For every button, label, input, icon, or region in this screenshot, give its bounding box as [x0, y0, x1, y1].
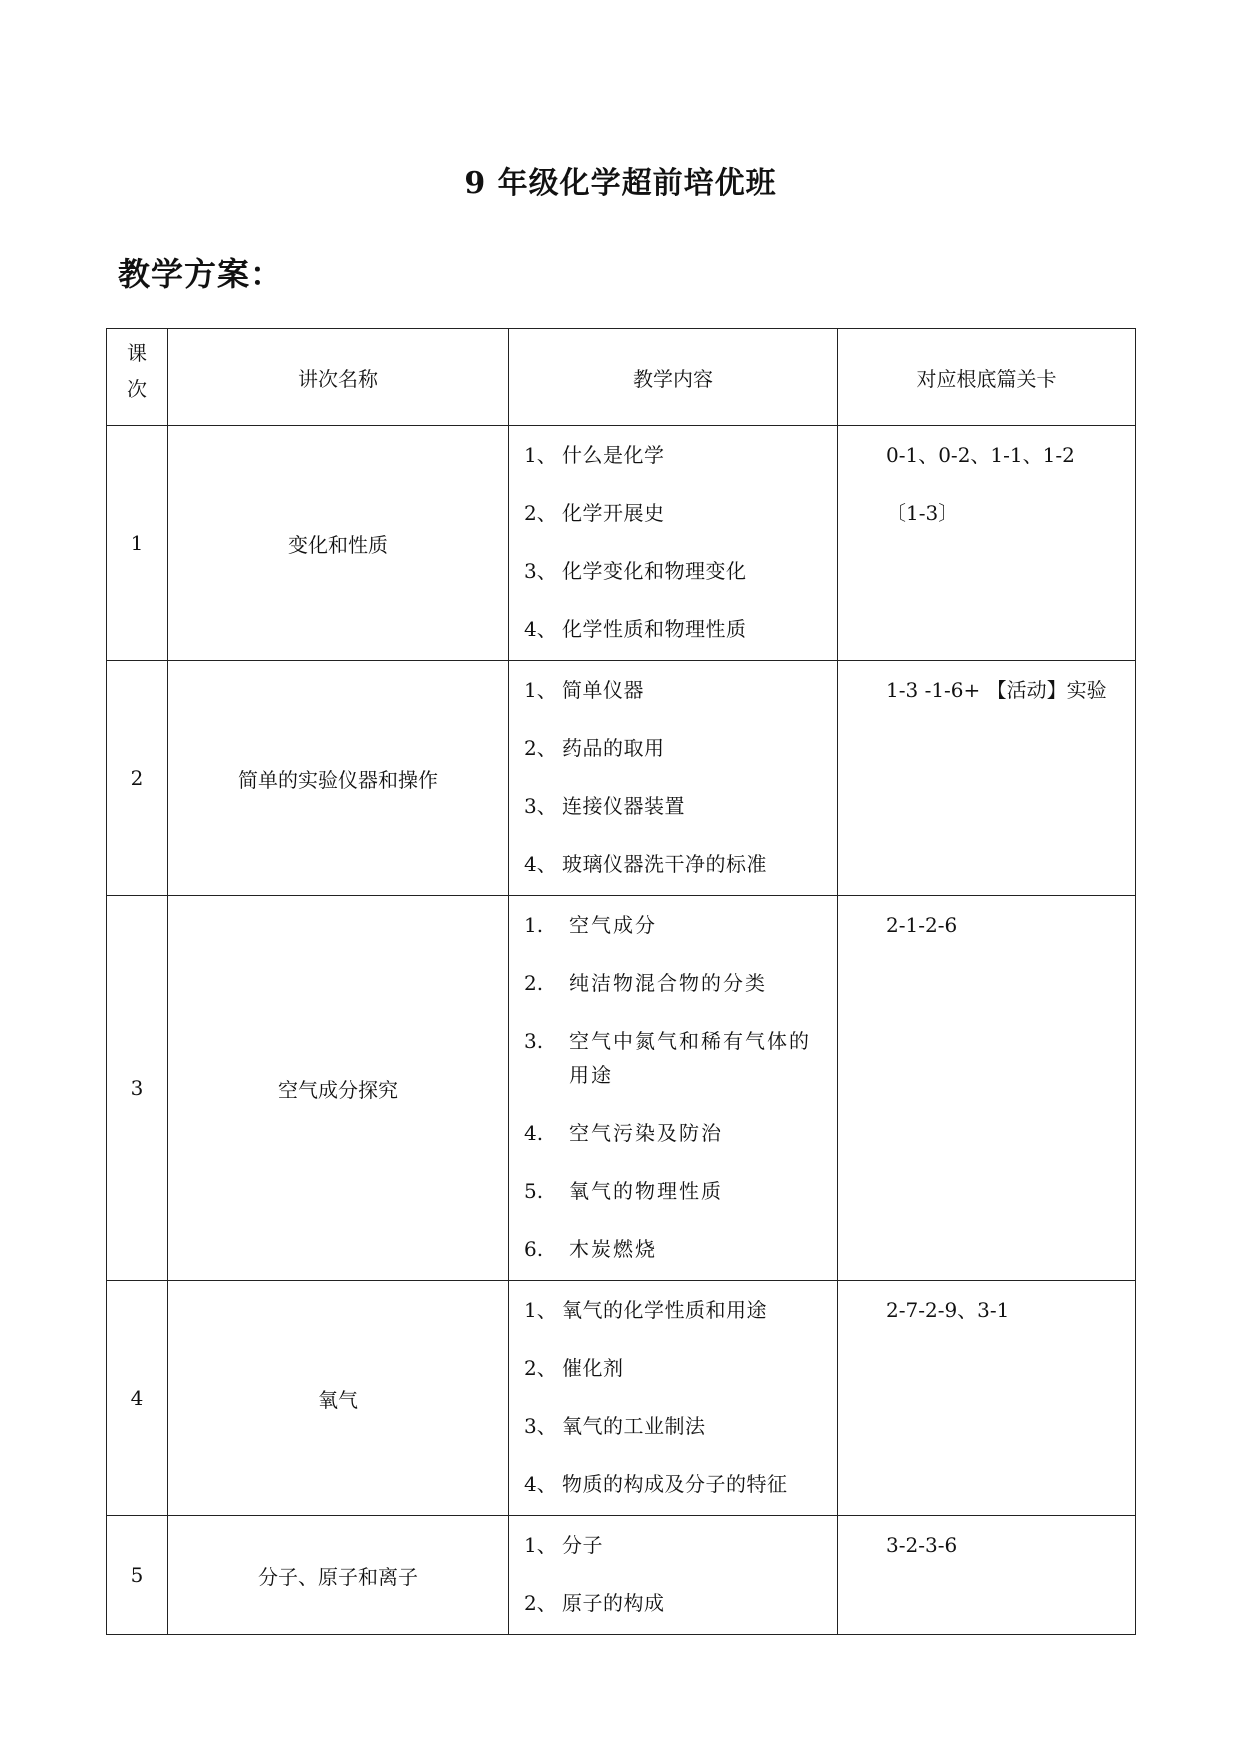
content-item [524, 789, 837, 823]
content-item [524, 847, 837, 881]
stage-mapping [838, 1281, 1136, 1516]
lesson-content [509, 661, 838, 896]
content-item-text: 氧气的化学性质和用途 [562, 1298, 767, 1322]
content-item-marker: 4、 [524, 852, 557, 876]
stage-mapping [838, 661, 1136, 896]
stage-line: 1-3 -1-6+ 【活动】实验 [886, 678, 1107, 702]
content-item [524, 966, 837, 1000]
content-item-text: 氧气的物理性质 [569, 1179, 723, 1203]
content-item-text: 药品的取用 [562, 736, 665, 760]
content-item-marker: 3. [524, 1029, 544, 1053]
content-item-text: 化学开展史 [562, 501, 665, 525]
content-item-marker: 1、 [524, 678, 557, 702]
content-item [524, 496, 837, 530]
content-item-marker: 1、 [524, 443, 557, 467]
content-item-text: 纯洁物混合物的分类 [569, 971, 767, 995]
table-row [107, 426, 1136, 661]
header-content: 教学内容 [509, 329, 838, 426]
table-row [107, 896, 1136, 1281]
content-item-text: 物质的构成及分子的特征 [562, 1472, 788, 1496]
stage-line: 3-2-3-6 [886, 1533, 958, 1557]
stage-line: 〔1-3〕 [886, 501, 959, 525]
lesson-name: 变化和性质 [168, 426, 509, 661]
stage-mapping [838, 1516, 1136, 1635]
stage-line: 2-1-2-6 [886, 913, 958, 937]
header-stage: 对应根底篇关卡 [838, 329, 1136, 426]
content-item-marker: 1、 [524, 1298, 557, 1322]
lesson-name: 空气成分探究 [168, 896, 509, 1281]
header-lesson-char-2: 次 [127, 377, 147, 401]
lesson-number: 1 [107, 426, 168, 661]
content-item-text: 简单仪器 [562, 678, 644, 702]
lesson-name: 简单的实验仪器和操作 [168, 661, 509, 896]
lesson-name: 分子、原子和离子 [168, 1516, 509, 1635]
stage-line: 2-7-2-9、3-1 [886, 1298, 1010, 1322]
section-heading: 教学方案： [118, 255, 284, 293]
table-row [107, 1281, 1136, 1516]
content-item-marker: 1. [524, 913, 544, 937]
content-item-text: 什么是化学 [562, 443, 665, 467]
content-item-text: 原子的构成 [562, 1591, 665, 1615]
content-item-marker: 2. [524, 971, 544, 995]
content-item-text: 木炭燃烧 [569, 1237, 657, 1261]
content-item [524, 1293, 837, 1327]
content-item-text: 空气污染及防治 [569, 1121, 723, 1145]
content-item-text: 氧气的工业制法 [562, 1414, 706, 1438]
header-lesson-char-1: 课 [127, 341, 147, 365]
lesson-content [509, 896, 838, 1281]
content-item-marker: 5. [524, 1179, 544, 1203]
content-item [524, 1116, 837, 1150]
content-item-text: 分子 [562, 1533, 603, 1557]
content-item [524, 1586, 837, 1620]
content-item [524, 1528, 837, 1562]
lesson-content [509, 1516, 838, 1635]
content-item-marker: 3、 [524, 1414, 557, 1438]
content-item [524, 1409, 837, 1443]
content-item-text: 化学性质和物理性质 [562, 617, 747, 641]
header-lesson [107, 329, 168, 426]
content-item [524, 438, 837, 472]
table-row [107, 1516, 1136, 1635]
lesson-content [509, 1281, 838, 1516]
content-item-marker: 4、 [524, 1472, 557, 1496]
stage-mapping [838, 426, 1136, 661]
lesson-number: 3 [107, 896, 168, 1281]
content-item-text: 玻璃仪器洗干净的标准 [562, 852, 767, 876]
content-item-text: 催化剂 [562, 1356, 624, 1380]
table-row [107, 661, 1136, 896]
lesson-number: 2 [107, 661, 168, 896]
content-item-text: 空气成分 [569, 913, 657, 937]
stage-line: 0-1、0-2、1-1、1-2 [886, 443, 1075, 467]
content-item-text: 连接仪器装置 [562, 794, 685, 818]
header-name: 讲次名称 [168, 329, 509, 426]
content-item-marker: 2、 [524, 736, 557, 760]
table-header-row [107, 329, 1136, 426]
content-item-marker: 2、 [524, 501, 557, 525]
lesson-plan-table [106, 328, 1136, 1635]
content-item [524, 1467, 837, 1501]
content-item [524, 1024, 837, 1092]
content-item-marker: 2、 [524, 1591, 557, 1615]
content-item-marker: 3、 [524, 794, 557, 818]
content-item-text: 空气中氮气和稀有气体的用途 [569, 1029, 811, 1087]
content-item-marker: 2、 [524, 1356, 557, 1380]
content-item [524, 1232, 837, 1266]
lesson-number: 4 [107, 1281, 168, 1516]
content-item [524, 908, 837, 942]
lesson-name: 氧气 [168, 1281, 509, 1516]
content-item [524, 554, 837, 588]
content-item-marker: 4、 [524, 617, 557, 641]
content-item [524, 731, 837, 765]
content-item [524, 612, 837, 646]
lesson-number: 5 [107, 1516, 168, 1635]
document-title: 9 年级化学超前培优班 [464, 166, 777, 201]
content-item-marker: 6. [524, 1237, 544, 1261]
content-item [524, 1174, 837, 1208]
content-item [524, 1351, 837, 1385]
content-item-marker: 3、 [524, 559, 557, 583]
content-item-marker: 4. [524, 1121, 544, 1145]
content-item [524, 673, 837, 707]
lesson-content [509, 426, 838, 661]
content-item-marker: 1、 [524, 1533, 557, 1557]
content-item-text: 化学变化和物理变化 [562, 559, 747, 583]
stage-mapping [838, 896, 1136, 1281]
